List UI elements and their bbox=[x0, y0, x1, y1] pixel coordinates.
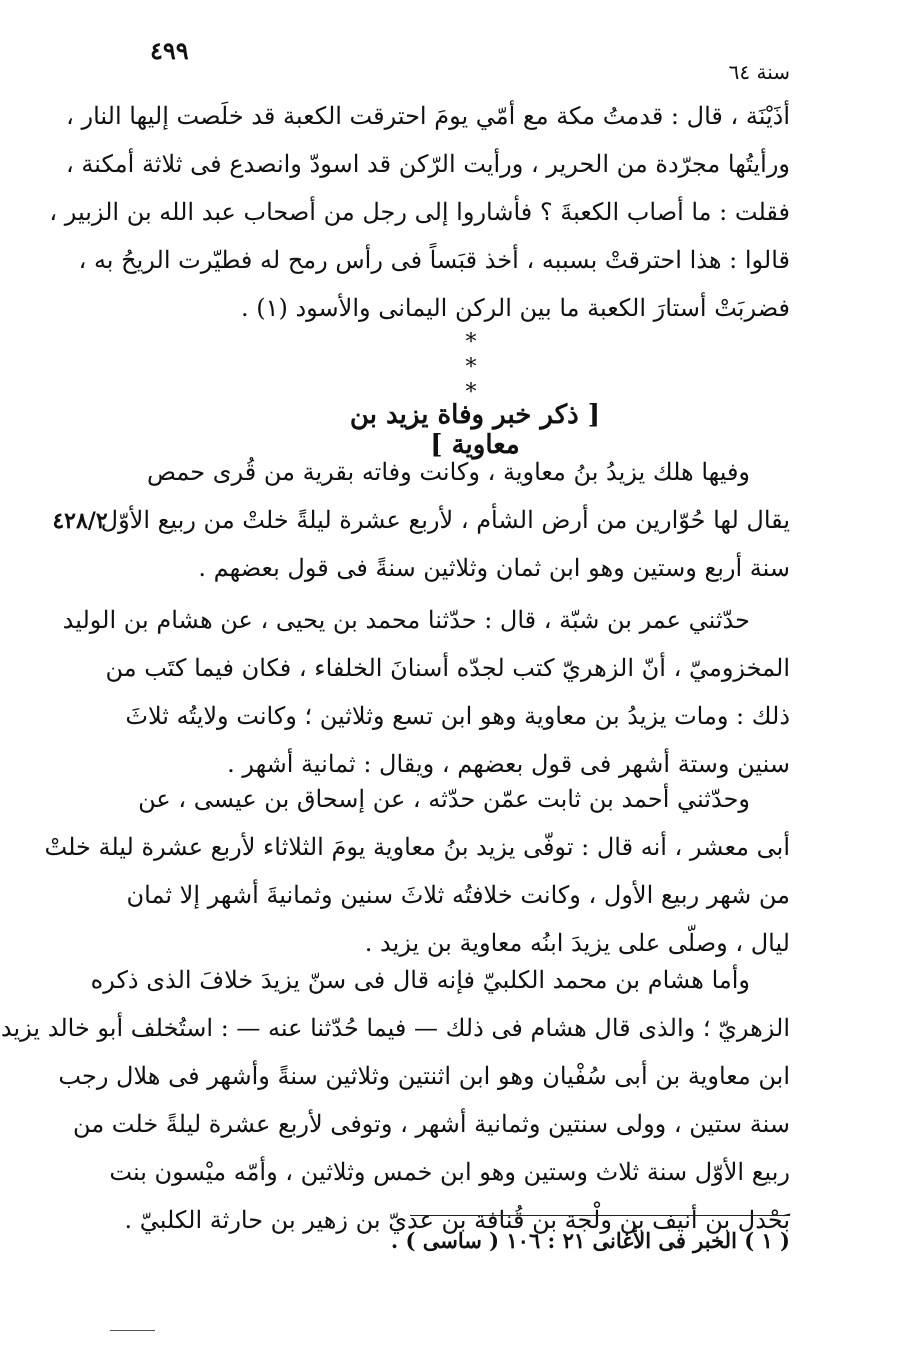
section-title: [ ذكر خبر وفاة يزيد بن معاوية ] bbox=[349, 400, 601, 460]
text-line: ليال ، وصلّى على يزيدَ ابنُه معاوية بن يزيد . bbox=[364, 929, 790, 957]
page-number: ٤٩٩ bbox=[150, 36, 189, 65]
paragraph-umar-ibn-shabba bbox=[62, 596, 790, 788]
footnote-divider bbox=[410, 1215, 790, 1216]
text-line: ورأيتُها مجرّدة من الحرير ، ورأيت الرّكن قد اسودّ وانصدع فى ثلاثة أمكنة ، bbox=[66, 150, 790, 178]
text-line: بَحْدل بن أنيف بن ولْجة بن قُنافة بن عديّ بن زهير بن حارثة الكلبيّ . bbox=[124, 1206, 790, 1234]
text-line: وأما هشام بن محمد الكلبيّ فإنه قال فى سنّ يزيدَ خلافَ الذى ذكره bbox=[90, 966, 750, 994]
paragraph-ahmad-ibn-thabit bbox=[44, 775, 790, 967]
text-line: قالوا : هذا احترقتْ بسببه ، أخذ قبَساً فى رأس رمح له فطيّرت الريحُ به ، bbox=[78, 246, 790, 274]
text-line: سنين وستة أشهر فى قول بعضهم ، ويقال : ثمانية أشهر . bbox=[227, 750, 790, 778]
text-line: وحدّثني أحمد بن ثابت عمّن حدّثه ، عن إسحاق بن عيسى ، عن bbox=[138, 785, 750, 813]
text-line: وفيها هلك يزيدُ بنُ معاوية ، وكانت وفاته بقرية من قُرى حمص bbox=[146, 458, 750, 486]
text-line: فقلت : ما أصاب الكعبةَ ؟ فأشاروا إلى رجل من أصحاب عبد الله بن الزبير ، bbox=[49, 198, 790, 226]
paragraph-death-of-yazid bbox=[100, 448, 790, 592]
section-separator: * * * bbox=[465, 330, 495, 405]
text-line: ابن معاوية بن أبى سُفْيان وهو ابن اثنتين وثلاثين سنةً وأشهر فى هلال رجب bbox=[58, 1062, 790, 1090]
text-line: ذلك : ومات يزيدُ بن معاوية وهو ابن تسع وثلاثين ؛ وكانت ولايتُه ثلاثَ bbox=[125, 702, 790, 730]
footnote: ( ١ ) الخبر فى الأغانى ٢١ : ١٠٦ ( ساسى ) . bbox=[390, 1228, 790, 1253]
text-line: حدّثني عمر بن شبّة ، قال : حدّثنا محمد بن يحيى ، عن هشام بن الوليد bbox=[62, 606, 750, 634]
text-line: سنة ستين ، وولى سنتين وثمانية أشهر ، وتوفى لأربع عشرة ليلةً خلت من bbox=[73, 1110, 790, 1138]
running-header: سنة ٦٤ bbox=[728, 60, 790, 84]
paragraph-hisham-al-kalbi bbox=[0, 956, 790, 1244]
margin-reference: ٤٢٨/٢ bbox=[52, 508, 108, 534]
text-line: أبى معشر ، أنه قال : توفّى يزيد بنُ معاوية يومَ الثلاثاء لأربع عشرة ليلة خلتْ bbox=[44, 833, 790, 861]
text-line: من شهر ربيع الأول ، وكانت خلافتُه ثلاثَ سنين وثمانيةَ أشهر إلا ثمان bbox=[126, 881, 790, 909]
text-line: يقال لها حُوّارين من أرض الشأم ، لأربع عشرة ليلةً خلتْ من ربيع الأوّل bbox=[100, 506, 790, 534]
text-line: ربيع الأوّل سنة ثلاث وستين وهو ابن خمس وثلاثين ، وأمّه ميْسون بنت bbox=[109, 1158, 790, 1186]
text-line: المخزوميّ ، أنّ الزهريّ كتب لجدّه أسنانَ الخلفاء ، فكان فيما كتَب من bbox=[105, 654, 790, 682]
text-line: سنة أربع وستين وهو ابن ثمان وثلاثين سنةً فى قول بعضهم . bbox=[198, 554, 790, 582]
text-line: الزهريّ ؛ والذى قال هشام فى ذلك — فيما حُدّثنا عنه — : استُخلف أبو خالد يزيد bbox=[0, 1014, 790, 1042]
bottom-divider bbox=[110, 1330, 155, 1331]
text-line: أذَيْنَة ، قال : قدمتُ مكة مع أمّي يومَ احترقت الكعبة قد خلَصت إليها النار ، bbox=[66, 102, 790, 130]
text-line: فضربَتْ أستارَ الكعبة ما بين الركن اليمانى والأسود (١) . bbox=[240, 294, 790, 322]
paragraph-kaaba-fire bbox=[49, 92, 790, 332]
